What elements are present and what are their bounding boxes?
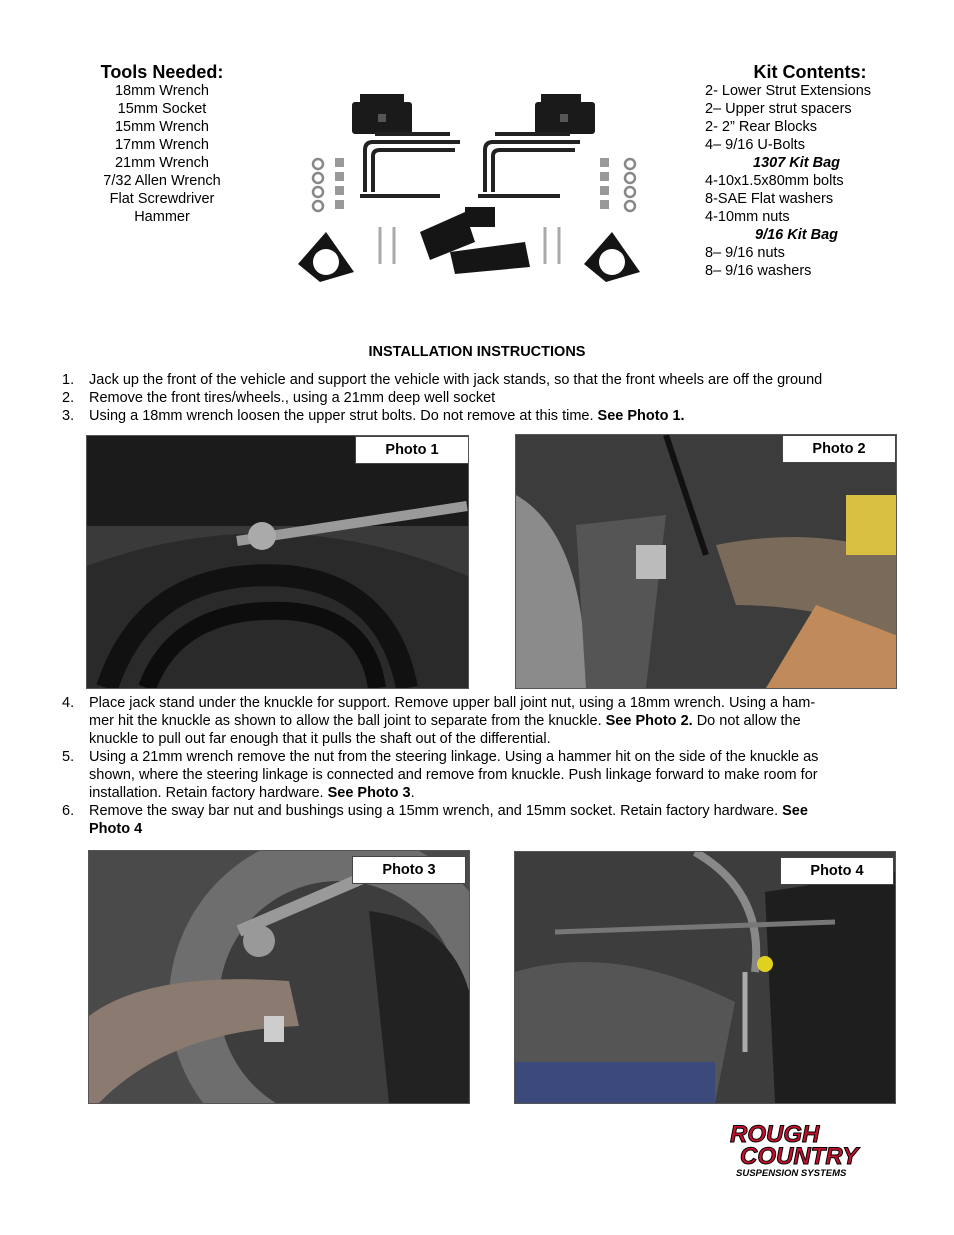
kit-item: 8-SAE Flat washers [705, 191, 834, 207]
photo-1-label: Photo 1 [355, 436, 469, 464]
step-item [62, 389, 912, 407]
tool-item: Hammer [134, 209, 190, 225]
step-text: shown, where the steering linkage is connected and remove from knuckle. Push linkage forward to make room for [89, 767, 818, 783]
photo-3-image [89, 851, 469, 1103]
steps-list-2 [62, 694, 912, 838]
step-number: 4. [62, 695, 75, 711]
step-text: Remove the front tires/wheels., using a 21mm deep well socket [89, 390, 496, 406]
tool-item: 15mm Wrench [114, 119, 209, 135]
photo-4-label: Photo 4 [780, 857, 894, 885]
kit-item: 8– 9/16 nuts [705, 245, 785, 261]
tool-item: 17mm Wrench [114, 137, 209, 153]
see-photo-ref: See Photo 2. [605, 713, 693, 729]
tool-item: 15mm Socket [117, 101, 207, 117]
photo-4 [514, 851, 896, 1104]
step-text: Using a 21mm wrench remove the nut from the steering linkage. Using a hammer hit on the side of the knuckle as [89, 749, 819, 765]
tool-item: 7/32 Allen Wrench [103, 173, 221, 189]
step-text: Jack up the front of the vehicle and support the vehicle with jack stands, so that the front wheels are off the ground [89, 372, 823, 388]
see-photo-ref: See Photo 3 [327, 785, 411, 801]
see-photo-ref: Photo 4 [89, 821, 143, 837]
kit-parts-illustration [290, 92, 660, 302]
tool-item: 18mm Wrench [114, 83, 209, 99]
step-item [62, 371, 912, 389]
tools-needed-section [62, 62, 262, 226]
step-number: 1. [62, 372, 75, 388]
kit-item: 2- Lower Strut Extensions [705, 83, 872, 99]
step-number: 2. [62, 390, 75, 406]
kit-heading: Kit Contents: [753, 62, 867, 82]
step-number: 6. [62, 803, 75, 819]
see-photo-ref: See [782, 803, 808, 819]
see-photo-ref: See Photo 1. [597, 408, 685, 424]
photo-2 [515, 434, 897, 689]
kit-item: 4-10x1.5x80mm bolts [705, 173, 844, 189]
tools-heading: Tools Needed: [100, 62, 224, 82]
photo-4-image [515, 852, 895, 1103]
steps-list-1 [62, 371, 912, 425]
logo-graphic [728, 1120, 898, 1180]
kit-item: 4– 9/16 U-Bolts [705, 137, 805, 153]
logo-line-2: COUNTRY [740, 1143, 859, 1170]
kit-bag-title: 9/16 Kit Bag [755, 227, 838, 243]
step-text: Remove the sway bar nut and bushings using a 15mm wrench, and 15mm socket. Retain factory hardware. See [89, 803, 808, 819]
photo-3-label: Photo 3 [352, 856, 466, 884]
step-text: Using a 18mm wrench loosen the upper strut bolts. Do not remove at this time. [89, 408, 598, 424]
step-item [62, 694, 912, 748]
step-text: mer hit the knuckle as shown to allow the ball joint to separate from the knuckle. See Photo 2. Do not allow the [89, 713, 801, 729]
kit-item: 8– 9/16 washers [705, 263, 812, 279]
logo-line-3: SUSPENSION SYSTEMS [736, 1168, 847, 1179]
tool-item: Flat Screwdriver [109, 191, 215, 207]
logo-line-1: ROUGH [730, 1121, 820, 1148]
kit-parts-image [290, 92, 660, 302]
kit-contents-section [705, 62, 935, 280]
photo-2-image [516, 435, 896, 688]
tool-item: 21mm Wrench [114, 155, 209, 171]
instructions-title: INSTALLATION INSTRUCTIONS [368, 344, 586, 360]
step-text: knuckle to pull out far enough that it pulls the shaft out of the differential. [89, 731, 551, 747]
rough-country-logo [728, 1120, 898, 1180]
step-item [62, 748, 912, 802]
kit-bag-title: 1307 Kit Bag [753, 155, 841, 171]
step-item [62, 802, 912, 838]
step-number: 3. [62, 408, 75, 424]
photo-1-image [87, 436, 468, 688]
kit-item: 4-10mm nuts [705, 209, 790, 225]
kit-item: 2– Upper strut spacers [705, 101, 852, 117]
step-number: 5. [62, 749, 75, 765]
step-text: Place jack stand under the knuckle for support. Remove upper ball joint nut, using a 18mm wrench. Using a ham- [89, 695, 816, 711]
step-text: installation. Retain factory hardware. See Photo 3. [89, 785, 415, 801]
photo-2-label: Photo 2 [782, 435, 896, 463]
kit-item: 2- 2” Rear Blocks [705, 119, 818, 135]
step-item [62, 407, 912, 425]
photo-1 [86, 435, 469, 689]
photo-3 [88, 850, 470, 1104]
